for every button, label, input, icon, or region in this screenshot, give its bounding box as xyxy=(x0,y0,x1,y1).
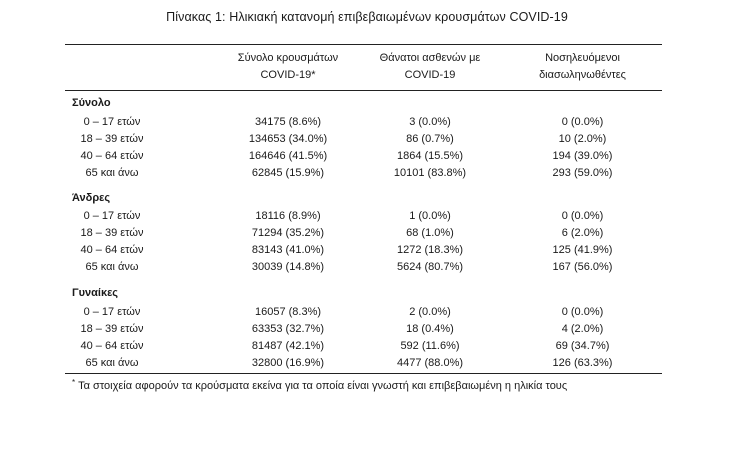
age-cell: 18 – 39 ετών xyxy=(80,323,144,335)
column-header-cases-line2: COVID-19* xyxy=(260,69,316,81)
cases-cell: 18116 (8.9%) xyxy=(255,210,321,222)
table-top-rule xyxy=(65,44,662,45)
cases-cell: 30039 (14.8%) xyxy=(251,261,325,273)
cases-cell: 81487 (42.1%) xyxy=(251,340,325,352)
table-row xyxy=(0,242,734,258)
deaths-cell: 86 (0.7%) xyxy=(406,133,454,145)
deaths-cell: 18 (0.4%) xyxy=(406,323,454,335)
cases-cell: 16057 (8.3%) xyxy=(254,306,322,318)
table-row xyxy=(0,208,734,224)
deaths-cell: 5624 (80.7%) xyxy=(396,261,464,273)
age-cell: 65 και άνω xyxy=(85,357,139,369)
group-label-total: Σύνολο xyxy=(72,97,111,109)
cases-cell: 62845 (15.9%) xyxy=(251,167,325,179)
table-row xyxy=(0,321,734,337)
table-title: Πίνακας 1: Ηλικιακή κατανομή επιβεβαιωμένων κρουσμάτων COVID-19 xyxy=(166,10,568,24)
table-row xyxy=(0,304,734,320)
column-header-cases-line1: Σύνολο κρουσμάτων xyxy=(237,52,339,64)
table-row xyxy=(0,148,734,164)
intubated-cell: 0 (0.0%) xyxy=(561,306,604,318)
table-row xyxy=(0,165,734,181)
cases-cell: 134653 (34.0%) xyxy=(248,133,328,145)
intubated-cell: 125 (41.9%) xyxy=(552,244,613,256)
header-rule xyxy=(65,90,662,91)
column-header-deaths-line2: COVID-19 xyxy=(404,69,456,81)
deaths-cell: 2 (0.0%) xyxy=(409,306,451,318)
intubated-cell: 6 (2.0%) xyxy=(561,227,604,239)
column-header-intubated-line1: Νοσηλευόμενοι xyxy=(545,52,620,64)
deaths-cell: 1864 (15.5%) xyxy=(396,150,464,162)
age-cell: 18 – 39 ετών xyxy=(80,133,144,145)
intubated-cell: 4 (2.0%) xyxy=(561,323,604,335)
age-cell: 0 – 17 ετών xyxy=(83,210,141,222)
table-row xyxy=(0,225,734,241)
deaths-cell: 10101 (83.8%) xyxy=(393,167,467,179)
cases-cell: 83143 (41.0%) xyxy=(251,244,325,256)
cases-cell: 63353 (32.7%) xyxy=(251,323,325,335)
table-row xyxy=(0,338,734,354)
deaths-cell: 3 (0.0%) xyxy=(409,116,451,128)
deaths-cell: 592 (11.6%) xyxy=(400,340,460,352)
table-bottom-rule xyxy=(65,373,662,374)
group-label-women: Γυναίκες xyxy=(72,287,119,299)
intubated-cell: 0 (0.0%) xyxy=(561,210,604,222)
age-cell: 65 και άνω xyxy=(85,261,139,273)
column-header-intubated xyxy=(510,50,655,84)
deaths-cell: 68 (1.0%) xyxy=(406,227,454,239)
age-cell: 18 – 39 ετών xyxy=(80,227,144,239)
footnote-text: Τα στοιχεία αφορούν τα κρούσματα εκείνα για τα οποία είναι γνωστή και επιβεβαιωμένη η ηλικία τους xyxy=(78,380,568,392)
table-row xyxy=(0,131,734,147)
deaths-cell: 4477 (88.0%) xyxy=(396,357,464,369)
age-cell: 0 – 17 ετών xyxy=(83,306,141,318)
table-row xyxy=(0,259,734,275)
intubated-cell: 69 (34.7%) xyxy=(555,340,610,352)
cases-cell: 34175 (8.6%) xyxy=(254,116,322,128)
cases-cell: 164646 (41.5%) xyxy=(248,150,328,162)
deaths-cell: 1 (0.0%) xyxy=(409,210,451,222)
table-row xyxy=(0,114,734,130)
intubated-cell: 167 (56.0%) xyxy=(552,261,613,273)
age-cell: 0 – 17 ετών xyxy=(83,116,141,128)
column-header-deaths-line1: Θάνατοι ασθενών με xyxy=(379,52,481,64)
intubated-cell: 194 (39.0%) xyxy=(552,150,613,162)
age-cell: 40 – 64 ετών xyxy=(80,340,144,352)
cases-cell: 32800 (16.9%) xyxy=(251,357,325,369)
intubated-cell: 10 (2.0%) xyxy=(558,133,607,145)
cases-cell: 71294 (35.2%) xyxy=(251,227,325,239)
footnote xyxy=(72,378,567,392)
column-header-deaths xyxy=(370,50,490,84)
age-cell: 65 και άνω xyxy=(85,167,139,179)
deaths-cell: 1272 (18.3%) xyxy=(396,244,464,256)
footnote-marker: * xyxy=(72,378,76,387)
table-row xyxy=(0,355,734,371)
intubated-cell: 293 (59.0%) xyxy=(552,167,613,179)
group-label-men: Άνδρες xyxy=(72,192,111,204)
column-header-intubated-line2: διασωληνωθέντες xyxy=(539,69,626,81)
intubated-cell: 126 (63.3%) xyxy=(552,357,613,369)
column-header-cases xyxy=(228,50,348,84)
age-cell: 40 – 64 ετών xyxy=(80,150,144,162)
age-cell: 40 – 64 ετών xyxy=(80,244,144,256)
intubated-cell: 0 (0.0%) xyxy=(561,116,604,128)
